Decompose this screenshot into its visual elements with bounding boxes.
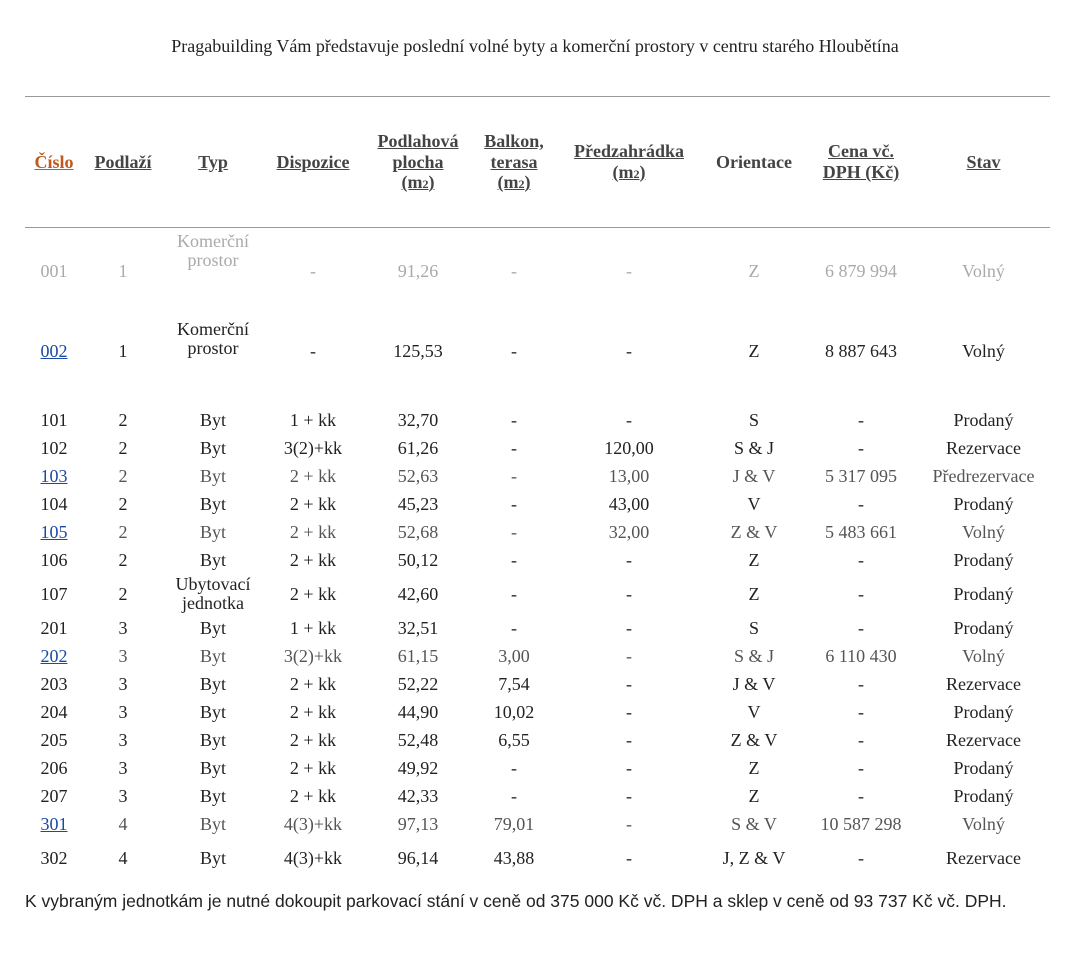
table-row <box>25 388 1050 434</box>
cell-plocha: 32,70 <box>397 409 439 430</box>
header-plocha-unit: (m <box>401 172 423 193</box>
cell-balkon: - <box>511 260 517 281</box>
cell-predzahradka: - <box>626 340 632 361</box>
cell-typ <box>163 314 263 388</box>
cell-typ: Byt <box>199 617 226 638</box>
cell-balkon: - <box>511 757 517 778</box>
cell-plocha: 61,15 <box>397 645 439 666</box>
cell-cislo <box>25 518 83 546</box>
cell-balkon: 3,00 <box>498 645 530 666</box>
cell-stav: Volný <box>962 340 1005 361</box>
header-cena <box>805 96 917 228</box>
header-plocha-line1: Podlahová <box>377 130 459 151</box>
cell-cislo: 106 <box>40 549 68 570</box>
table-row <box>25 726 1050 754</box>
header-balkon <box>473 96 555 228</box>
cell-dispozice: 2 + kk <box>289 729 337 750</box>
unit-link[interactable]: 202 <box>40 645 68 666</box>
cell-stav: Prodaný <box>953 701 1014 722</box>
cell-podlazi: 3 <box>118 645 128 666</box>
cell-cena: 6 110 430 <box>825 645 897 666</box>
cell-orientace: J & V <box>732 673 776 694</box>
cell-typ: Byt <box>199 465 226 486</box>
cell-orientace: J & V <box>732 465 776 486</box>
cell-dispozice: 2 + kk <box>289 701 337 722</box>
cell-cena: 8 887 643 <box>825 340 897 361</box>
cell-plocha: 42,60 <box>397 583 439 604</box>
cell-plocha: 61,26 <box>397 437 439 458</box>
cell-typ: Byt <box>199 549 226 570</box>
cell-balkon: - <box>511 521 517 542</box>
header-balkon-line2: terasa <box>490 151 538 172</box>
cell-predzahradka: 32,00 <box>608 521 650 542</box>
cell-plocha: 91,26 <box>397 260 439 281</box>
cell-balkon: - <box>511 437 517 458</box>
cell-predzahradka: - <box>626 645 632 666</box>
table-row <box>25 838 1050 878</box>
table-row <box>25 434 1050 462</box>
cell-dispozice: 4(3)+kk <box>283 847 343 868</box>
table-row <box>25 490 1050 518</box>
unit-link[interactable]: 105 <box>40 521 68 542</box>
cell-balkon: - <box>511 583 517 604</box>
cell-balkon: 6,55 <box>498 729 530 750</box>
sort-typ-link[interactable]: Typ <box>198 151 228 172</box>
cell-dispozice: 2 + kk <box>289 757 337 778</box>
sort-predzahradka-link[interactable] <box>574 141 684 182</box>
cell-stav: Prodaný <box>953 583 1014 604</box>
cell-podlazi: 2 <box>118 521 128 542</box>
cell-typ <box>163 574 263 614</box>
cell-cena: - <box>858 437 864 458</box>
cell-cena: 5 317 095 <box>825 465 897 486</box>
cell-dispozice: 2 + kk <box>289 521 337 542</box>
cell-typ: Byt <box>199 521 226 542</box>
cell-typ: Byt <box>199 437 226 458</box>
cell-orientace: Z <box>748 757 760 778</box>
cell-cislo: 201 <box>40 617 68 638</box>
cell-predzahradka: - <box>626 549 632 570</box>
header-podlazi <box>83 96 163 228</box>
cell-dispozice: 3(2)+kk <box>283 437 343 458</box>
cell-balkon: 10,02 <box>493 701 535 722</box>
cell-balkon: 43,88 <box>493 847 535 868</box>
cell-cislo: 302 <box>40 847 68 868</box>
cell-orientace: S & V <box>731 813 777 834</box>
cell-cislo: 102 <box>40 437 68 458</box>
cell-stav: Prodaný <box>953 409 1014 430</box>
cell-typ: Byt <box>199 757 226 778</box>
cell-predzahradka: - <box>626 260 632 281</box>
header-balkon-line1: Balkon, <box>484 130 544 151</box>
cell-dispozice: - <box>310 260 316 281</box>
table-row <box>25 642 1050 670</box>
cell-balkon: - <box>511 493 517 514</box>
cell-orientace: Z <box>748 549 760 570</box>
cell-podlazi: 3 <box>118 785 128 806</box>
cell-typ-line1: Komerční <box>177 319 249 339</box>
cell-orientace: Z <box>748 340 760 361</box>
cell-stav: Volný <box>962 521 1005 542</box>
cell-balkon: - <box>511 549 517 570</box>
cell-stav: Prodaný <box>953 493 1014 514</box>
cell-orientace: V <box>747 701 761 722</box>
cell-stav: Volný <box>962 645 1005 666</box>
header-orientace: Orientace <box>703 96 805 228</box>
cell-predzahradka: - <box>626 583 632 604</box>
cell-predzahradka: - <box>626 701 632 722</box>
cell-cislo: 204 <box>40 701 68 722</box>
cell-cena: - <box>858 493 864 514</box>
cell-typ-line2: prostor <box>187 337 239 358</box>
cell-cislo <box>25 462 83 490</box>
cell-typ: Byt <box>199 813 226 834</box>
cell-cena: - <box>858 729 864 750</box>
cell-plocha: 97,13 <box>397 813 439 834</box>
cell-typ: Byt <box>199 645 226 666</box>
cell-predzahradka: 13,00 <box>608 465 650 486</box>
header-plocha-close: ) <box>428 172 435 193</box>
cell-typ: Byt <box>199 847 226 868</box>
cell-orientace: Z & V <box>730 729 778 750</box>
cell-typ: Byt <box>199 409 226 430</box>
cell-orientace: V <box>747 493 761 514</box>
cell-podlazi: 2 <box>118 437 128 458</box>
cell-predzahradka: - <box>626 617 632 638</box>
cell-orientace: Z <box>748 583 760 604</box>
cell-balkon: - <box>511 465 517 486</box>
cell-typ-line1: Ubytovací <box>175 574 251 595</box>
cell-predzahradka: - <box>626 409 632 430</box>
cell-plocha: 32,51 <box>397 617 439 638</box>
cell-dispozice: 2 + kk <box>289 583 337 604</box>
cell-balkon: - <box>511 617 517 638</box>
table-row <box>25 670 1050 698</box>
cell-cena: - <box>858 847 864 868</box>
cell-cislo: 001 <box>40 260 68 281</box>
cell-stav: Volný <box>962 260 1005 281</box>
header-cena-line1: Cena vč. <box>828 141 894 162</box>
cell-stav: Prodaný <box>953 785 1014 806</box>
header-balkon-unit: (m <box>497 172 519 193</box>
cell-cislo: 207 <box>40 785 68 806</box>
cell-orientace: S <box>748 617 759 638</box>
unit-link[interactable]: 103 <box>40 465 68 486</box>
sort-stav-link[interactable]: Stav <box>966 151 1001 172</box>
cell-typ-line1: Komerční <box>177 231 249 251</box>
header-typ <box>163 96 263 228</box>
cell-orientace: Z <box>748 785 760 806</box>
cell-plocha: 52,63 <box>397 465 439 486</box>
cell-predzahradka: 120,00 <box>604 437 654 458</box>
cell-podlazi: 3 <box>118 729 128 750</box>
sort-dispozice-link[interactable]: Dispozice <box>276 151 350 172</box>
cell-plocha: 49,92 <box>397 757 439 778</box>
page-intro: Pragabuilding Vám představuje poslední volné byty a komerční prostory v centru starého Hloubětína <box>171 36 899 56</box>
cell-dispozice: 2 + kk <box>289 465 337 486</box>
cell-stav: Prodaný <box>953 617 1014 638</box>
cell-predzahradka: 43,00 <box>608 493 650 514</box>
cell-dispozice: 2 + kk <box>289 673 337 694</box>
cell-orientace: J, Z & V <box>722 847 786 868</box>
cell-podlazi: 2 <box>118 409 128 430</box>
cell-orientace: Z & V <box>730 521 778 542</box>
cell-cena: - <box>858 701 864 722</box>
cell-podlazi: 3 <box>118 757 128 778</box>
header-balkon-sub: 2 <box>518 177 525 192</box>
table-row <box>25 782 1050 810</box>
cell-podlazi: 3 <box>118 673 128 694</box>
header-plocha-sub: 2 <box>422 177 429 192</box>
cell-stav: Rezervace <box>946 437 1021 458</box>
cell-cislo: 206 <box>40 757 68 778</box>
header-dispozice <box>263 96 363 228</box>
cell-plocha: 125,53 <box>393 340 443 361</box>
cell-cislo: 203 <box>40 673 68 694</box>
table-row <box>25 614 1050 642</box>
cell-balkon: - <box>511 785 517 806</box>
cell-podlazi: 2 <box>118 549 128 570</box>
cell-balkon: - <box>511 409 517 430</box>
cell-podlazi: 3 <box>118 701 128 722</box>
cell-dispozice: 1 + kk <box>289 617 337 638</box>
cell-dispozice: 2 + kk <box>289 549 337 570</box>
table-row <box>25 228 1050 314</box>
cell-cislo: 104 <box>40 493 68 514</box>
header-balkon-close: ) <box>524 172 531 193</box>
cell-typ: Byt <box>199 493 226 514</box>
table-row <box>25 314 1050 388</box>
cell-stav: Prodaný <box>953 549 1014 570</box>
cell-cislo: 205 <box>40 729 68 750</box>
cell-cislo <box>25 314 83 388</box>
table-row <box>25 462 1050 490</box>
cell-plocha: 96,14 <box>397 847 439 868</box>
header-plocha <box>363 96 473 228</box>
unit-link[interactable]: 301 <box>40 813 68 834</box>
cell-plocha: 45,23 <box>397 493 439 514</box>
cell-stav: Rezervace <box>946 847 1021 868</box>
cell-podlazi: 4 <box>118 847 128 868</box>
cell-stav: Rezervace <box>946 729 1021 750</box>
cell-plocha: 42,33 <box>397 785 439 806</box>
cell-cena: - <box>858 617 864 638</box>
table-row <box>25 574 1050 614</box>
header-predzahradka <box>555 96 703 228</box>
cell-podlazi: 2 <box>118 465 128 486</box>
cell-orientace: S <box>748 409 759 430</box>
header-predzahradka-line1: Předzahrádka <box>574 141 684 162</box>
cell-plocha: 52,48 <box>397 729 439 750</box>
cell-balkon: 7,54 <box>498 673 530 694</box>
cell-typ-line2: prostor <box>187 249 239 270</box>
cell-cislo: 101 <box>40 409 68 430</box>
cell-podlazi: 1 <box>118 340 128 361</box>
cell-cena: - <box>858 583 864 604</box>
cell-orientace: Z <box>748 260 760 281</box>
cell-stav: Prodaný <box>953 757 1014 778</box>
cell-cena: - <box>858 785 864 806</box>
cell-typ <box>163 228 263 314</box>
sort-balkon-link[interactable] <box>484 131 544 192</box>
sort-cena-link[interactable] <box>823 141 899 182</box>
cell-stav: Předrezervace <box>932 465 1035 486</box>
cell-typ: Byt <box>199 701 226 722</box>
sort-plocha-link[interactable] <box>377 131 458 192</box>
cell-cena: 5 483 661 <box>825 521 897 542</box>
cell-plocha: 44,90 <box>397 701 439 722</box>
cell-typ: Byt <box>199 673 226 694</box>
cell-predzahradka: - <box>626 785 632 806</box>
cell-orientace: S & J <box>733 645 775 666</box>
header-plocha-line2: plocha <box>392 151 444 172</box>
cell-typ: Byt <box>199 785 226 806</box>
cell-stav: Rezervace <box>946 673 1021 694</box>
cell-dispozice: 2 + kk <box>289 493 337 514</box>
table-row <box>25 810 1050 838</box>
cell-orientace: S & J <box>733 437 775 458</box>
cell-predzahradka: - <box>626 813 632 834</box>
cell-typ: Byt <box>199 729 226 750</box>
cell-predzahradka: - <box>626 757 632 778</box>
units-table <box>25 96 1050 878</box>
sort-podlazi-link[interactable]: Podlaží <box>94 151 152 172</box>
cell-cena: - <box>858 757 864 778</box>
cell-dispozice: 1 + kk <box>289 409 337 430</box>
table-row <box>25 546 1050 574</box>
cell-dispozice: 4(3)+kk <box>283 813 343 834</box>
cell-dispozice: - <box>310 340 316 361</box>
header-predzahradka-sub: 2 <box>633 167 640 181</box>
table-row <box>25 754 1050 782</box>
cell-plocha: 50,12 <box>397 549 439 570</box>
header-predzahradka-close: ) <box>639 162 646 182</box>
cell-typ-line2: jednotka <box>182 593 244 613</box>
unit-link[interactable]: 002 <box>40 340 68 361</box>
cell-stav: Volný <box>962 813 1005 834</box>
cell-plocha: 52,22 <box>397 673 439 694</box>
cell-predzahradka: - <box>626 729 632 750</box>
cell-plocha: 52,68 <box>397 521 439 542</box>
cell-predzahradka: - <box>626 847 632 868</box>
cell-cena: 10 587 298 <box>820 813 902 834</box>
cell-cislo <box>25 810 83 838</box>
cell-balkon: - <box>511 340 517 361</box>
cell-dispozice: 2 + kk <box>289 785 337 806</box>
cell-cena: 6 879 994 <box>825 260 897 281</box>
table-row <box>25 698 1050 726</box>
cell-cislo: 107 <box>40 583 68 604</box>
table-row <box>25 518 1050 546</box>
header-stav <box>917 96 1050 228</box>
cell-podlazi: 1 <box>118 260 128 281</box>
sort-cislo-link[interactable]: Číslo <box>34 151 74 172</box>
header-cislo <box>25 96 83 228</box>
cell-cena: - <box>858 549 864 570</box>
cell-podlazi: 3 <box>118 617 128 638</box>
header-cena-line2: DPH (Kč) <box>822 162 900 182</box>
cell-podlazi: 2 <box>118 493 128 514</box>
cell-balkon: 79,01 <box>493 813 535 834</box>
cell-predzahradka: - <box>626 673 632 694</box>
cell-dispozice: 3(2)+kk <box>283 645 343 666</box>
cell-cena: - <box>858 673 864 694</box>
cell-podlazi: 4 <box>118 813 128 834</box>
cell-podlazi: 2 <box>118 583 128 604</box>
cell-cislo <box>25 642 83 670</box>
parking-note: K vybraným jednotkám je nutné dokoupit parkovací stání v ceně od 375 000 Kč vč. DPH a sklep v ceně od 93 737 Kč vč. DPH. <box>25 891 1007 911</box>
header-predzahradka-unit: (m <box>612 162 634 182</box>
cell-cena: - <box>858 409 864 430</box>
